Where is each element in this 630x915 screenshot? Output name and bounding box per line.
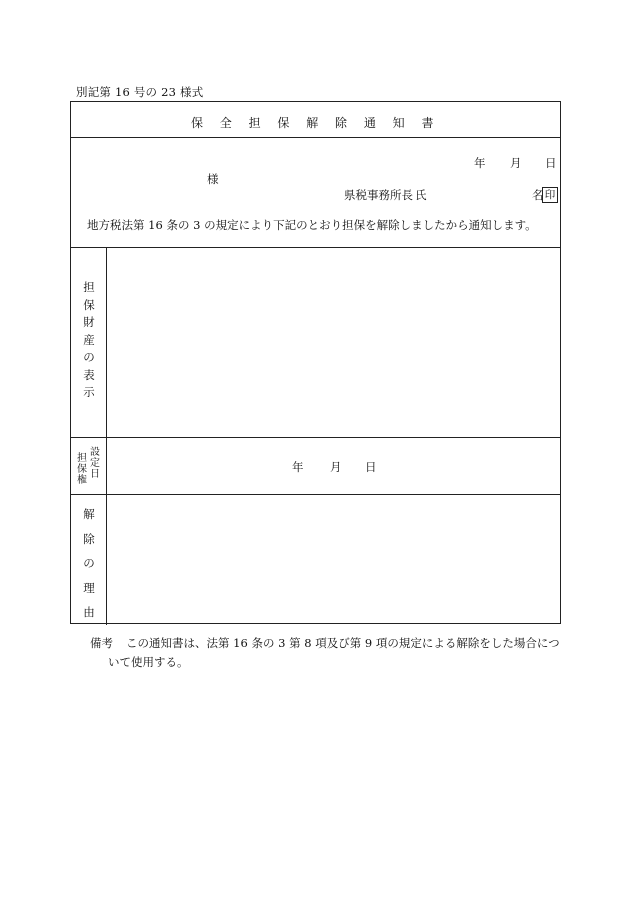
seal-mark: 印 [542,187,558,203]
notice-form [70,101,561,624]
divider [71,494,560,495]
header-year-label: 年 [474,156,486,170]
set-date-day-label: 日 [365,460,377,474]
header-day-label: 日 [545,156,557,170]
sender-mei: 名 [532,188,544,202]
divider [71,437,560,438]
recipient-suffix: 様 [207,172,219,186]
form-title: 保 全 担 保 解 除 通 知 書 [190,116,441,130]
header-month-label: 月 [510,156,522,170]
remarks-heading: 備考 [90,636,113,650]
remarks-text-line-1: この通知書は、法第 16 条の 3 第 8 項及び第 9 項の規定による解除をした場合につ [126,636,560,650]
notice-statement: 地方税法第 16 条の 3 の規定により下記のとおり担保を解除しましたから通知します。 [87,218,537,232]
set-date-label: 担 保 権 設 定 日 [77,447,100,486]
remarks-text-line-2: いて使用する。 [108,655,189,669]
set-date-year-label: 年 [292,460,304,474]
sender-shi: 氏 [415,188,427,202]
property-label: 担 保 財 産 の 表 示 [83,280,95,399]
sender-office: 県税事務所長 [344,188,413,202]
reason-label: 解 除 の 理 由 [83,507,95,619]
divider [71,137,560,138]
form-number-label: 別記第 16 号の 23 様式 [76,85,204,99]
set-date-month-label: 月 [330,460,342,474]
divider [71,247,560,248]
